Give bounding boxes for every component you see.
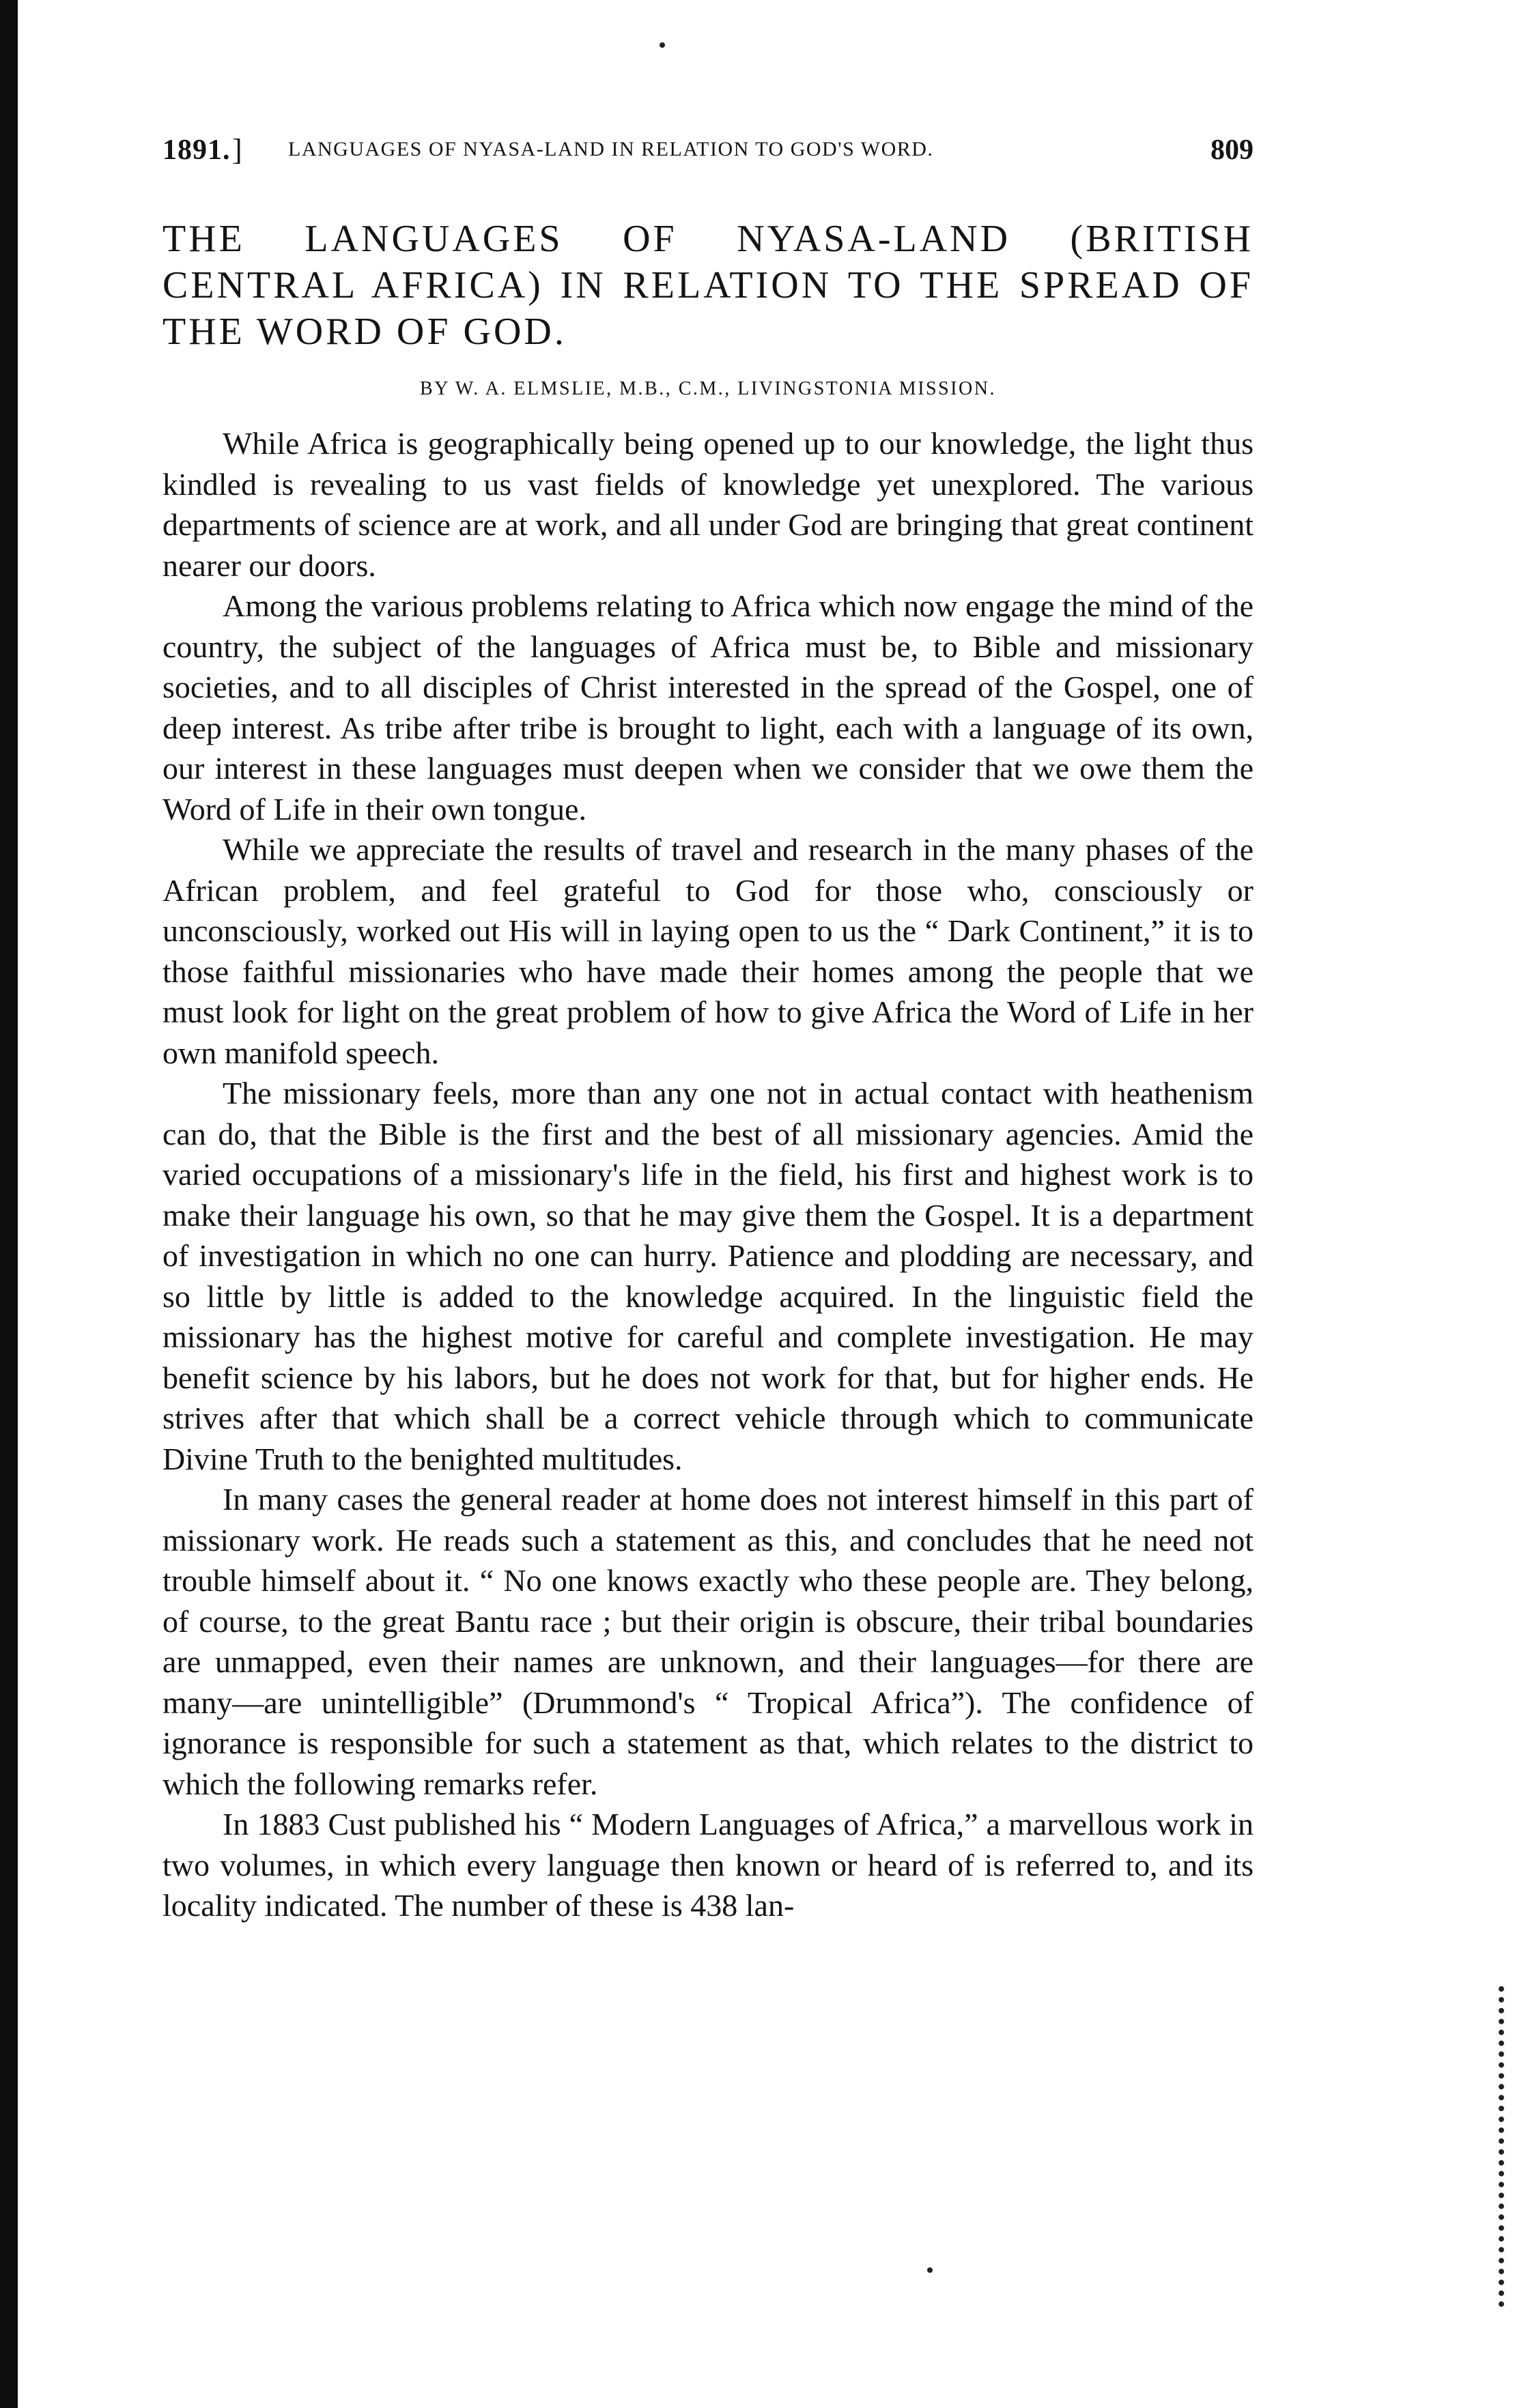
article-body <box>162 423 1254 1926</box>
body-paragraph: In many cases the general reader at home does not interest himself in this part of missionary work. He reads such a statement as this, and concludes that he need not trouble himself about it. “ No one knows exactly who these people are. They belong, of course, to the great Bantu race ; but their origin is obscure, their tribal boundaries are unmapped, even their names are unknown, and their languages—for there are many—are unintelligible” (Drummond's “ Tropical Africa”). The confidence of ignorance is responsible for such a statement as that, which relates to the district to which the following remarks refer. <box>162 1482 1254 1801</box>
running-head-title: LANGUAGES OF NYASA-LAND IN RELATION TO GOD'S WORD. <box>288 138 934 160</box>
body-paragraph: While we appreciate the results of travel and research in the many phases of the African problem, and feel grateful to God for those who, consciously or unconsciously, worked out His will in laying open to us the “ Dark Continent,” it is to those faithful missionaries who have made their homes among the people that we must look for light on the great problem of how to give Africa the Word of Life in her own manifold speech. <box>162 832 1254 1070</box>
running-head <box>162 134 1254 175</box>
scan-gutter-marks <box>1499 1986 1514 2307</box>
page-number: 809 <box>1210 134 1254 166</box>
scan-speck <box>927 2267 933 2273</box>
document-page <box>162 134 1254 1926</box>
body-paragraph: The missionary feels, more than any one not in actual contact with heathenism can do, that the Bible is the first and the best of all missionary agencies. Amid the varied occupations of a missionary's life in the field, his first and highest work is to make their language his own, so that he may give them the Gospel. It is a department of investigation in which no one can hurry. Patience and plodding are necessary, and so little by little is added to the knowledge acquired. In the linguistic field the missionary has the highest motive for careful and complete investigation. He may benefit science by his labors, but he does not work for that, but for higher ends. He strives after that which shall be a correct vehicle through which to communicate Divine Truth to the benighted multitudes. <box>162 1076 1254 1476</box>
body-paragraph: Among the various problems relating to Africa which now engage the mind of the country, the subject of the languages of Africa must be, to Bible and missionary societies, and to all disciples of Christ interested in the spread of the Gospel, one of deep interest. As tribe after tribe is brought to light, each with a language of its own, our interest in these languages must deepen when we consider that we owe them the Word of Life in their own tongue. <box>162 588 1254 827</box>
body-paragraph: In 1883 Cust published his “ Modern Languages of Africa,” a marvellous work in two volumes, in which every language then known or heard of is referred to, and its locality indicated. The number of these is 438 lan- <box>162 1807 1254 1923</box>
scan-binding-edge <box>0 0 18 2408</box>
running-head-year: 1891. <box>162 134 231 166</box>
article-title: THE LANGUAGES OF NYASA-LAND (BRITISH CENTRAL AFRICA) IN RELATION TO THE SPREAD OF THE WORD OF GOD. <box>162 218 1254 353</box>
body-paragraph: While Africa is geographically being opened up to our knowledge, the light thus kindled is revealing to us vast fields of knowledge yet unexplored. The various departments of science are at work, and all under God are bringing that great continent nearer our doors. <box>162 426 1254 583</box>
scan-speck <box>660 42 665 48</box>
article-byline: BY W. A. ELMSLIE, M.B., C.M., LIVINGSTONIA MISSION. <box>420 378 996 399</box>
running-head-bracket: ] <box>232 133 242 167</box>
